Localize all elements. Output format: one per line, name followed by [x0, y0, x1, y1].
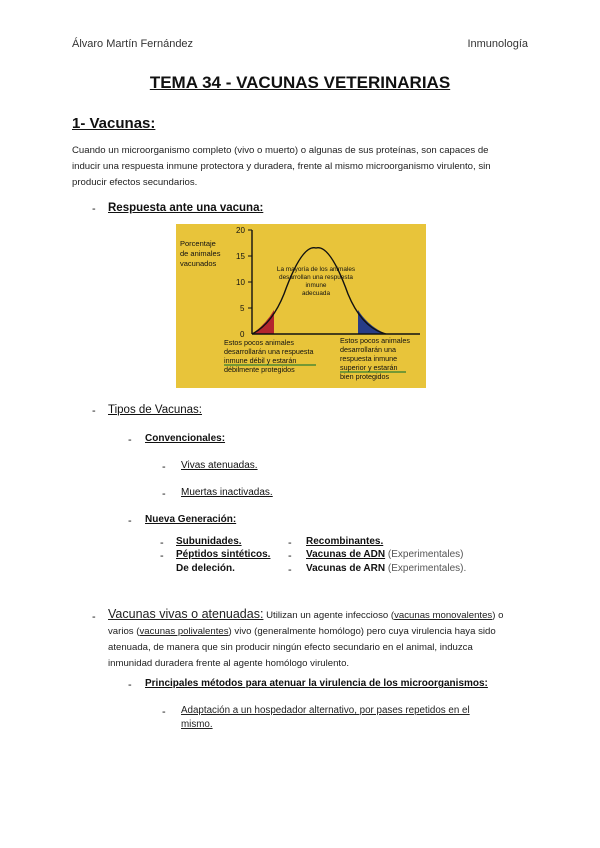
y-axis-label: Porcentaje	[180, 239, 216, 248]
bullet-dash: -	[288, 537, 292, 549]
bullet-dash: -	[128, 434, 132, 446]
center-annotation: La mayoría de los animales	[276, 266, 356, 273]
left-annotation: débilmente protegidos	[224, 365, 295, 374]
header-subject: Inmunología	[467, 38, 528, 50]
vivas-text: ) o	[492, 610, 504, 621]
vivas-line: atenuada, de manera que sin producir ningún efecto secundario en el animal, induzca	[108, 642, 473, 653]
tipo-arn-label: Vacunas de ARN	[306, 563, 386, 574]
bullet-dash: -	[162, 461, 166, 473]
header-author: Álvaro Martín Fernández	[72, 38, 194, 50]
center-annotation: desarrollan una respuesta	[279, 274, 353, 281]
tipo-arn-note: (Experimentales).	[385, 563, 467, 574]
vivas-heading: Vacunas vivas o atenuadas:	[108, 607, 264, 621]
bullet-dash: -	[128, 515, 132, 527]
bullet-dash: -	[162, 706, 166, 718]
y-tick-label: 15	[236, 252, 245, 261]
vivas-line	[108, 624, 533, 640]
tipo-peptidos: Péptidos sintéticos.	[176, 549, 271, 560]
bullet-respuesta: Respuesta ante una vacuna:	[108, 202, 264, 214]
metodos-heading: Principales métodos para atenuar la virulencia de los microorganismos:	[145, 678, 488, 689]
bullet-dash: -	[128, 679, 132, 691]
left-annotation: desarrollarán una respuesta	[224, 347, 314, 356]
right-annotation: Estos pocos animales	[340, 336, 410, 345]
intro-line: Cuando un microorganismo completo (vivo o muerto) o algunas de sus proteínas, son capaces de	[72, 145, 489, 156]
intro-paragraph	[72, 143, 528, 191]
tipo-nueva-generacion: Nueva Generación:	[145, 514, 237, 525]
metodo-item	[181, 704, 521, 732]
tipo-subunidades: Subunidades.	[176, 536, 242, 547]
bullet-dash: -	[160, 550, 164, 562]
vacunas-polivalentes: vacunas polivalentes	[139, 626, 229, 637]
section-heading-vacunas: 1- Vacunas:	[72, 115, 156, 132]
vivas-line	[108, 606, 533, 624]
bullet-dash: -	[288, 564, 292, 576]
tipo-convencionales: Convencionales:	[145, 433, 226, 444]
tipo-vivas: Vivas atenuadas.	[181, 460, 258, 471]
right-annotation: bien protegidos	[340, 372, 390, 381]
bullet-dash: -	[92, 611, 96, 623]
center-annotation: inmune	[305, 282, 327, 289]
tipo-recombinantes: Recombinantes.	[306, 536, 384, 547]
right-annotation: superior y estarán	[340, 363, 398, 372]
vivas-line: inmunidad duradera frente al agente homólogo virulento.	[108, 658, 350, 669]
y-tick-label: 5	[240, 304, 245, 313]
bullet-dash: -	[288, 550, 292, 562]
left-annotation: inmune débil y estarán	[224, 356, 297, 365]
intro-line: inducir una respuesta inmune protectora y duradera, frente al mismo microorganismo virulento, sin	[72, 161, 491, 172]
page-title: TEMA 34 - VACUNAS VETERINARIAS	[149, 73, 451, 92]
vaccine-response-figure	[176, 224, 426, 388]
tipo-arn	[306, 563, 466, 574]
intro-line: producir efectos secundarios.	[72, 177, 198, 188]
vivas-text: ) vivo (generalmente homólogo) pero cuya virulencia haya sido	[228, 626, 496, 637]
metodo-line: mismo.	[181, 719, 213, 730]
y-axis-label: de animales	[180, 249, 221, 258]
vivas-text: Utilizan un agente infeccioso (	[263, 610, 395, 621]
left-annotation: Estos pocos animales	[224, 338, 294, 347]
vacunas-monovalentes: vacunas monovalentes	[394, 610, 493, 621]
y-axis-label: vacunados	[180, 259, 217, 268]
tipo-delecion: De deleción.	[176, 563, 235, 574]
y-tick-label: 20	[236, 226, 245, 235]
right-annotation: desarrollarán una	[340, 345, 396, 354]
bullet-dash: -	[92, 203, 96, 215]
y-tick-label: 10	[236, 278, 245, 287]
tipo-adn-label: Vacunas de ADN	[306, 549, 386, 560]
right-annotation: respuesta inmune	[340, 354, 398, 363]
tipo-adn-note: (Experimentales)	[385, 549, 464, 560]
bullet-dash: -	[92, 405, 96, 417]
metodo-line: Adaptación a un hospedador alternativo, por pases repetidos en el	[181, 705, 470, 716]
y-tick-label: 0	[240, 330, 245, 339]
tipo-muertas: Muertas inactivadas.	[181, 487, 273, 498]
center-annotation: adecuada	[301, 290, 331, 297]
vivas-paragraph	[108, 606, 533, 672]
tipo-adn	[306, 549, 463, 560]
bullet-dash: -	[162, 488, 166, 500]
vivas-text: varios (	[108, 626, 140, 637]
bullet-tipos: Tipos de Vacunas:	[108, 404, 202, 416]
bullet-dash: -	[160, 537, 164, 549]
